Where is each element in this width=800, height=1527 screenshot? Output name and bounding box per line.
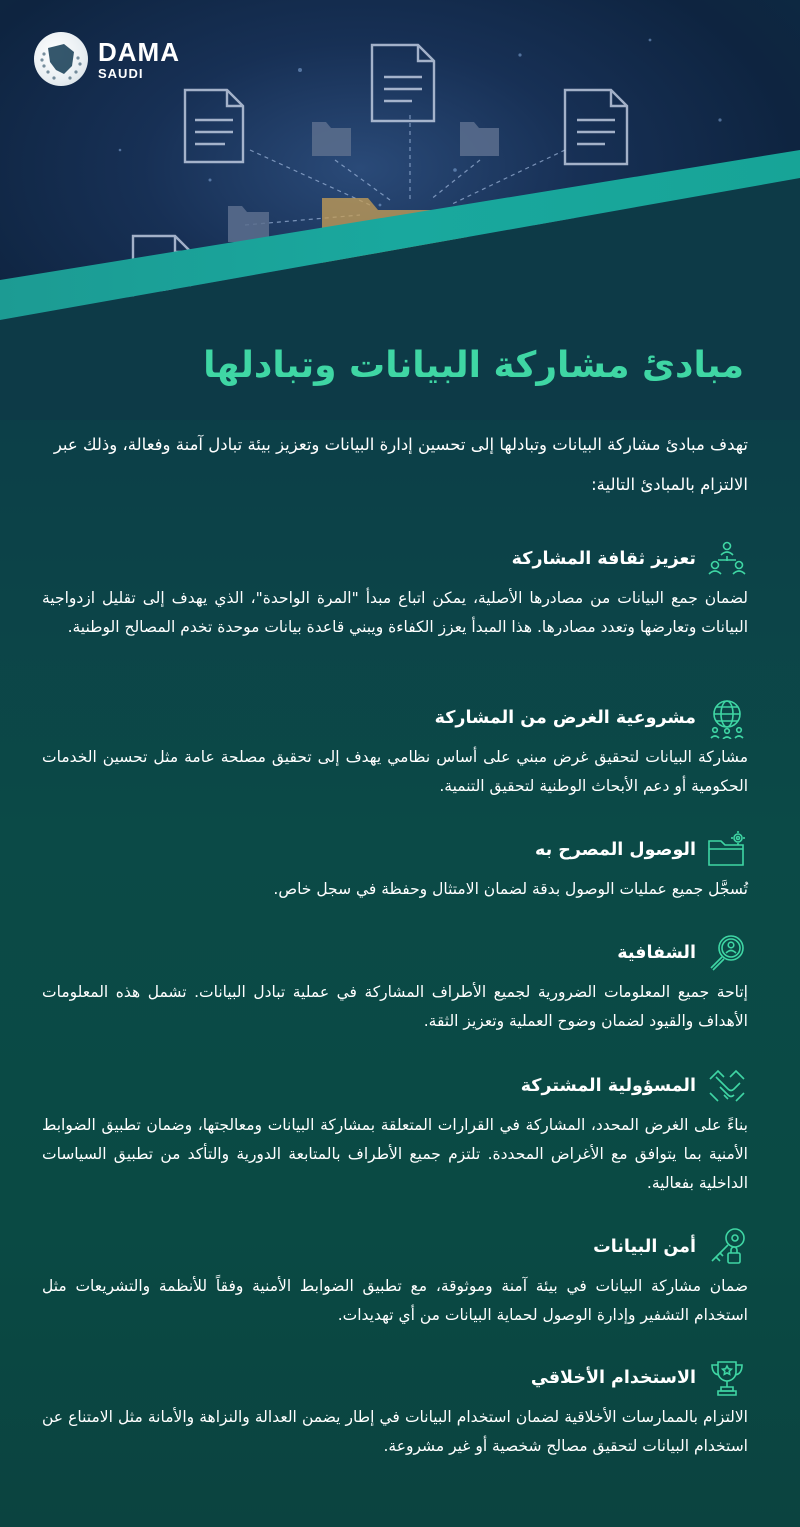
section-ethical-use [42,1357,748,1461]
section-body: لضمان جمع البيانات من مصادرها الأصلية، يمكن اتباع مبدأ "المرة الواحدة"، الذي يهدف إلى تقليل ازدواجية البيانات وتعارضها وتعدد مصادرها. هذا المبدأ يعزز الكفاءة ويبني قاعدة بيانات موحدة تخدم المصالح الوطنية. [42,589,748,636]
handshake-icon [706,1065,748,1107]
section-title: الاستخدام الأخلاقي [530,1368,696,1388]
intro-paragraph: تهدف مبادئ مشاركة البيانات وتبادلها إلى تحسين إدارة البيانات وتعزيز بيئة تبادل آمنة وفعالة، وذلك عبر الالتزام بالمبادئ التالية: [53,435,748,494]
section-title: تعزيز ثقافة المشاركة [511,549,696,569]
section-authorized-access [42,829,748,904]
globe-people-icon [706,697,748,739]
people-network-icon [706,538,748,580]
page-title: مبادئ مشاركة البيانات وتبادلها [203,345,744,386]
section-title: مشروعية الغرض من المشاركة [434,708,696,728]
section-data-security [42,1226,748,1330]
trophy-icon [706,1357,748,1399]
brand-sub: SAUDI [98,65,144,81]
folder-gear-icon [706,829,748,871]
section-title: الوصول المصرح به [534,840,696,860]
section-body: ضمان مشاركة البيانات في بيئة آمنة وموثوقة، مع تطبيق الضوابط الأمنية وفقاً للأنظمة والتشريعات مثل استخدام التشفير وإدارة الوصول لحماية البيانات من أي تهديدات. [42,1277,748,1324]
section-legitimate-purpose [42,697,748,801]
section-title: الشفافية [617,943,696,963]
key-lock-icon [706,1226,748,1268]
magnifier-user-icon [706,932,748,974]
section-body: الالتزام بالممارسات الأخلاقية لضمان استخدام البيانات في إطار يضمن العدالة والنزاهة والأمانة مثل الامتناع عن استخدام البيانات لتحقيق مصالح شخصية أو غير مشروعة. [42,1408,748,1455]
section-title: أمن البيانات [593,1237,696,1257]
section-body: بناءً على الغرض المحدد، المشاركة في القرارات المتعلقة بمشاركة البيانات ومعالجتها، وضمان تطبيق الضوابط الأمنية بما يتوافق مع الأغراض المحددة. تلتزم جميع الأطراف بالمتابعة الدورية والتأكد من تطبيق السياسات الداخلية بفعالية. [42,1116,748,1192]
section-transparency [42,932,748,1036]
section-body: مشاركة البيانات لتحقيق غرض مبني على أساس نظامي يهدف إلى تحقيق مصلحة عامة مثل تحسين الخدمات الحكومية أو دعم الأبحاث الوطنية لتحقيق التنمية. [42,748,748,795]
section-body: إتاحة جميع المعلومات الضرورية لجميع الأطراف المشاركة في عملية تبادل البيانات. تشمل هذه المعلومات الأهداف والقيود لضمان وضوح العملية وتعزيز الثقة. [42,983,748,1030]
section-body: تُسجَّل جميع عمليات الوصول بدقة لضمان الامتثال وحفظة في سجل خاص. [273,880,748,898]
section-sharing-culture [42,538,748,642]
section-shared-responsibility [42,1065,748,1198]
brand-name: DAMA [98,36,180,67]
section-title: المسؤولية المشتركة [520,1076,696,1096]
